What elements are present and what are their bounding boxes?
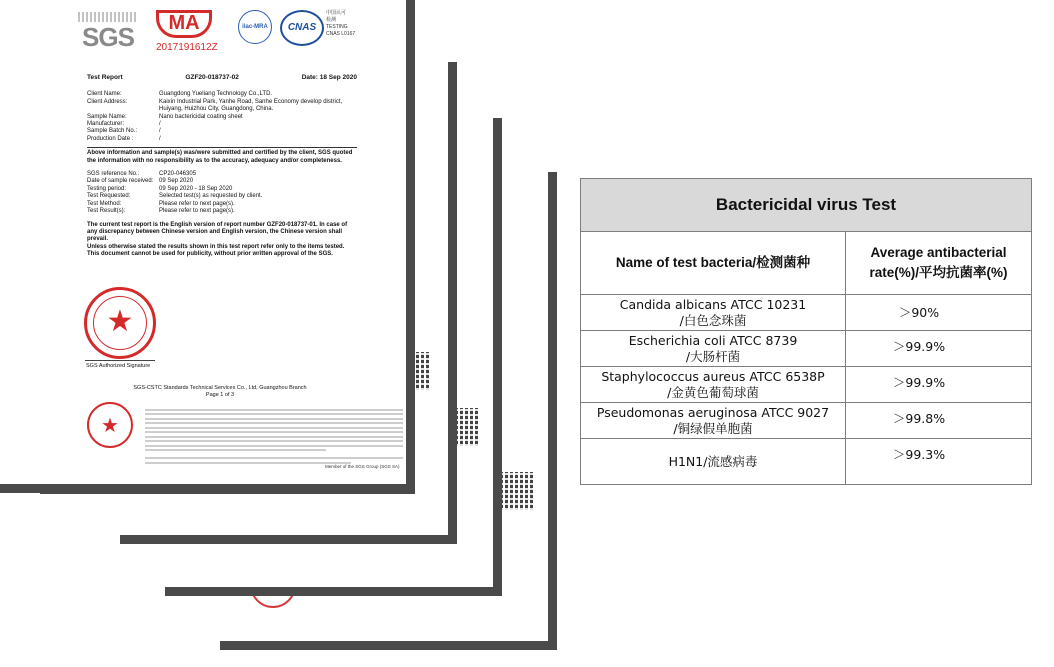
field-label: Production Date : [87,135,134,142]
report-front-page [0,0,415,493]
bacteria-name-en: Staphylococcus aureus ATCC 6538P [601,368,825,384]
field-value: Huiyang, Huizhou City, Guangdong, China. [159,106,274,113]
column-header-rate-line1: Average antibacterial [870,245,1007,260]
field-label: Sample Batch No.: [87,128,138,135]
sgs-dots-icon [78,12,138,22]
column-header-rate-line2: rate(%)/平均抗菌率(%) [869,265,1008,280]
cnas-caption-cn2: 检测 [326,17,337,23]
certification-logos [78,8,396,56]
field-label: Testing period: [87,185,127,192]
field-value: Guangdong Yueliang Technology Co.,LTD. [159,91,273,98]
antibacterial-rate-cell: ＞99.8% [846,403,1032,439]
field-value: / [159,121,161,128]
field-label [87,106,159,113]
official-stamp-icon: ★ [84,287,156,359]
table-row [581,331,1032,367]
sgs-member-note: Member of the SGS Group (SGS SA) [325,464,400,469]
branch-info [120,385,320,399]
antibacterial-rate-cell: ＞99.9% [846,331,1032,367]
field-label: Sample Name: [87,113,127,120]
field-value: / [159,128,161,135]
antibacterial-rate-cell: ＞99.9% [846,367,1032,403]
bacteria-name-cn: /金黄色葡萄球菌 [667,384,759,400]
field-row [87,136,357,143]
field-row [87,128,357,135]
table-row [581,439,1032,485]
field-row [87,99,357,106]
table-title: Bactericidal virus Test [581,179,1032,232]
field-value: 09 Sep 2020 - 18 Sep 2020 [159,185,233,192]
page-number: Page 1 of 3 [205,392,235,398]
field-row [87,208,357,215]
report-header [87,74,357,81]
column-header-bacteria: Name of test bacteria/检测菌种 [581,232,846,295]
field-label: Test Method: [87,200,122,207]
cnas-caption-testing: TESTING [326,24,348,30]
cnas-caption-number: CNAS L0167 [326,31,356,37]
antibacterial-rate-cell: ＞90% [846,295,1032,331]
field-row [87,91,357,98]
qr-code-icon [500,472,534,510]
table-row [581,367,1032,403]
bacteria-name-cell [581,439,846,485]
field-value: Please refer to next page(s). [159,200,235,207]
field-label: Manufacturer: [87,121,125,128]
field-label: SGS reference No.: [87,171,140,178]
seal-icon: ★ [87,402,133,448]
bactericidal-test-table [580,178,1032,485]
field-row [87,106,357,113]
ilac-mra-logo: ilac-MRA [238,10,272,44]
field-label: Test Requested: [87,193,131,200]
cnas-caption-cn: 中国认可 [326,10,347,16]
field-row [87,171,357,178]
bacteria-name-en: Candida albicans ATCC 10231 [619,296,807,312]
signature-line [85,360,155,361]
client-fields [87,91,357,143]
fine-print [145,406,403,466]
column-header-rate [846,232,1032,295]
notice-publicity: Unless otherwise stated the results shown in this test report refer only to the items tested. This document cannot be used for publicity, without prior written approval of the SGS. [87,243,345,258]
bacteria-name-cn: /铜绿假单胞菌 [673,420,753,436]
field-value: Kaixin Industrial Park, Yanhe Road, Sanhe Economy develop district, [159,98,343,105]
bacteria-name-cell [581,403,846,439]
report-date: Date: 18 Sep 2020 [301,74,357,81]
field-label: Client Name: [87,91,122,98]
cma-number: 2017191612Z [156,42,218,53]
bacteria-name-en: Escherichia coli ATCC 8739 [628,332,798,348]
field-row [87,201,357,208]
table-row [581,403,1032,439]
report-body [87,74,357,259]
field-row [87,178,357,185]
field-row [87,114,357,121]
field-value: Please refer to next page(s). [159,208,235,215]
notice-version: The current test report is the English version of report number GZF20-018737-01. In case of any discrepancy between Chinese version and English version, the Chinese version shall prevail. [87,221,348,243]
field-value: / [159,135,161,142]
field-label: Date of sample received: [87,178,154,185]
cnas-logo: CNAS [280,10,324,46]
field-value: 09 Sep 2020 [159,178,194,185]
bacteria-name-cn: /白色念珠菌 [679,312,747,328]
cnas-caption [326,10,355,38]
branch-name: SGS-CSTC Standards Technical Services Co., Ltd, Guangzhou Branch [133,385,307,391]
report-number: GZF20-018737-02 [185,74,239,81]
field-value: Nano bactericidal coating sheet [159,113,243,120]
bacteria-name-en: H1N1/流感病毒 [668,453,758,469]
bacteria-name-cell [581,367,846,403]
detail-fields [87,171,357,215]
disclaimer: Above information and sample(s) was/were submitted and certified by the client, SGS quoted the information with no responsibility as to the accuracy, adequacy and/or completeness. [87,150,353,164]
divider [87,147,357,148]
field-label: Test Result(s): [87,208,126,215]
cma-logo: MA [156,10,212,38]
bacteria-name-en: Pseudomonas aeruginosa ATCC 9027 [596,404,830,420]
field-row [87,193,357,200]
field-value: Selected test(s) as requested by client. [159,193,263,200]
antibacterial-rate-cell: ＞99.3% [846,439,1032,485]
field-label: Client Address: [87,98,128,105]
table-row [581,295,1032,331]
bacteria-name-cell [581,331,846,367]
field-row [87,121,357,128]
field-value: CP20-046305 [159,171,197,178]
bacteria-name-cell [581,295,846,331]
sgs-logo: SGS [82,22,134,52]
report-title: Test Report [87,74,123,81]
bacteria-name-cn: /大肠杆菌 [685,348,741,364]
signature-label: SGS Authorized Signature [86,363,151,369]
field-row [87,186,357,193]
